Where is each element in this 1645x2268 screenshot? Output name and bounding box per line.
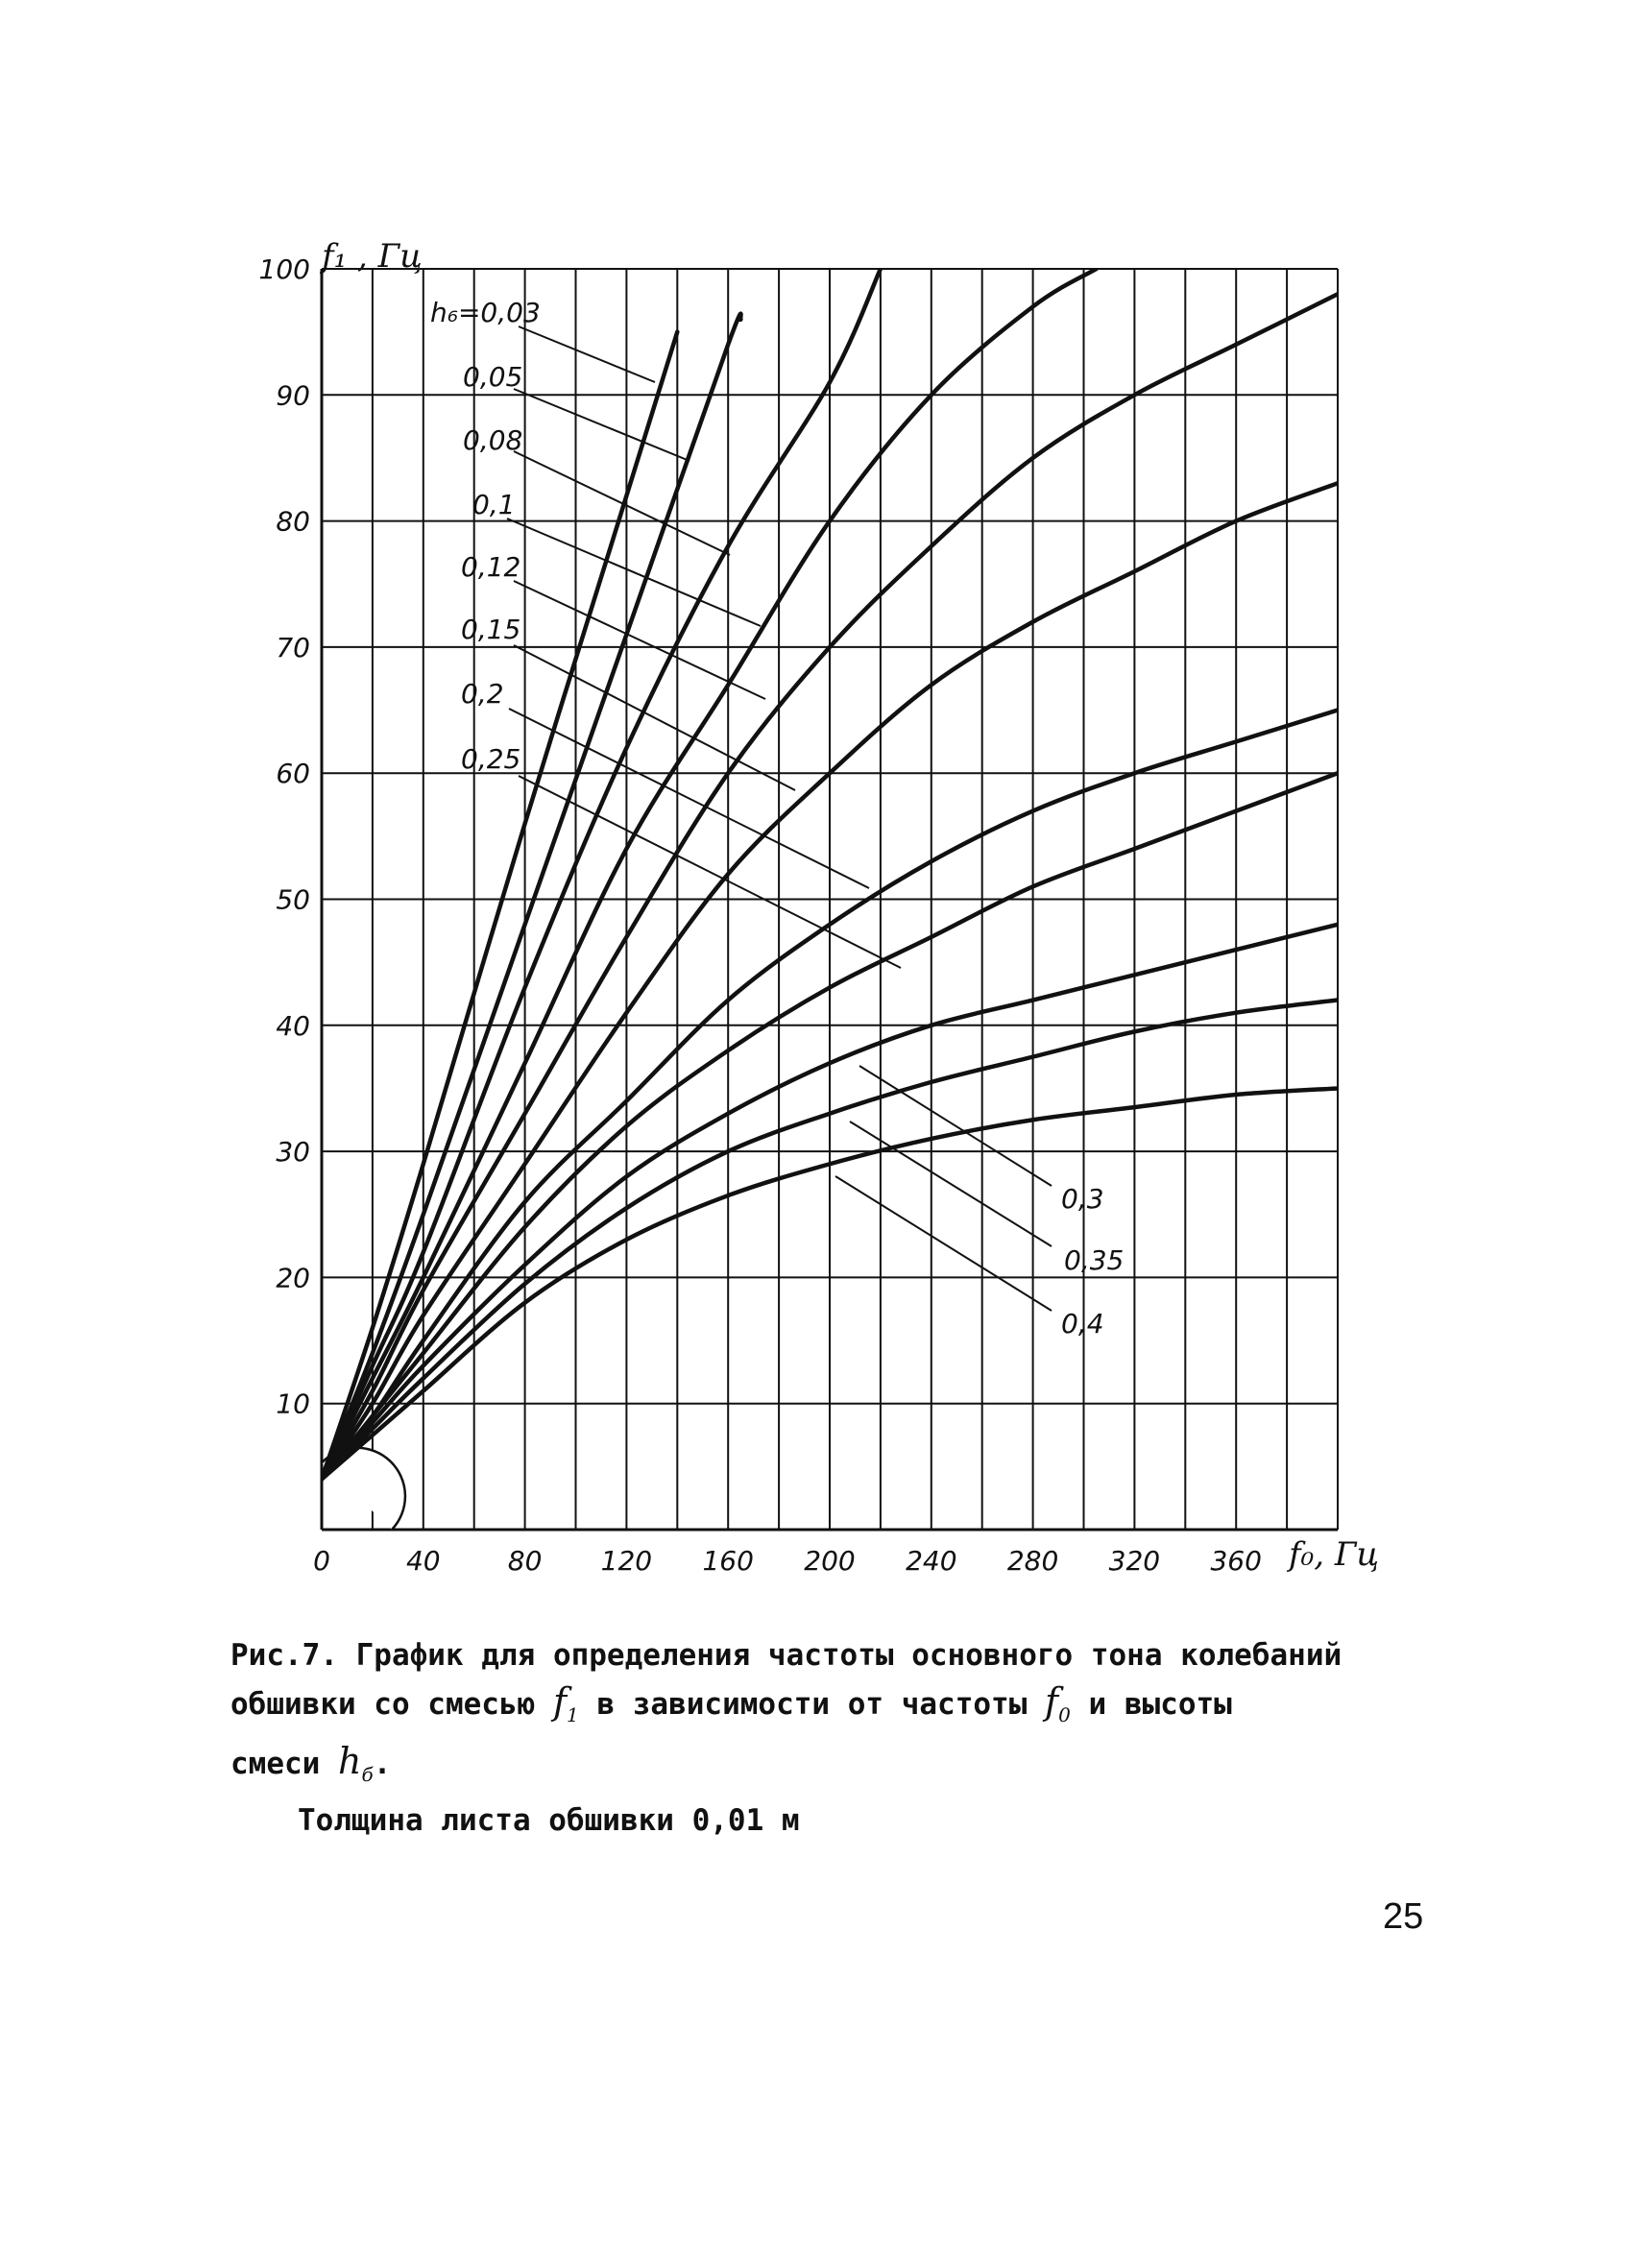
- y-tick-label: 10: [276, 1387, 310, 1420]
- leader-line-11: [835, 1176, 1052, 1311]
- y-tick-label: 60: [276, 758, 310, 790]
- series-label-1: h₆=0,03: [430, 297, 541, 328]
- caption-text-2c: и высоты: [1088, 1687, 1232, 1722]
- leader-line-2: [514, 389, 689, 461]
- x-tick-label: 240: [906, 1545, 957, 1577]
- series-label-5: 0,12: [461, 551, 521, 583]
- caption-text-3a: смеси: [230, 1747, 321, 1781]
- y-tick-label: 40: [276, 1009, 310, 1042]
- y-axis-label: f₁ , Гц: [322, 237, 423, 276]
- y-tick-label: 90: [276, 379, 310, 412]
- leader-line-9: [859, 1066, 1052, 1186]
- series-label-9: 0,3: [1061, 1183, 1104, 1215]
- series-label-3: 0,08: [463, 424, 523, 456]
- series-label-11: 0,4: [1061, 1308, 1104, 1339]
- x-tick-label: 40: [405, 1545, 441, 1577]
- x-tick-label: 160: [702, 1545, 754, 1577]
- symbol-f1: $f_1$: [552, 1680, 579, 1726]
- x-tick-label: 360: [1210, 1545, 1262, 1577]
- caption-line-4: Толщина листа обшивки 0,01 м: [298, 1803, 800, 1838]
- caption-line-1: Рис.7. График для определения частоты основного тона колебаний: [230, 1638, 1343, 1673]
- figure-caption: [230, 1632, 1421, 1844]
- series-line-3: [322, 269, 881, 1479]
- y-tick-label: 80: [276, 505, 310, 538]
- x-tick-label: 280: [1006, 1545, 1059, 1577]
- leader-line-1: [519, 326, 655, 382]
- caption-text-2b: в зависимости от частоты: [596, 1687, 1028, 1722]
- series-label-10: 0,35: [1064, 1244, 1125, 1276]
- series-label-7: 0,2: [461, 678, 504, 710]
- x-tick-label: 120: [600, 1545, 653, 1577]
- x-tick-label: 80: [507, 1545, 543, 1577]
- y-tick-label: 30: [276, 1136, 310, 1169]
- y-tick-label: 100: [258, 253, 310, 285]
- x-axis-label: f₀, Гц: [1289, 1535, 1380, 1574]
- series-line-4: [322, 269, 1097, 1479]
- caption-text-2a: обшивки со смесью: [230, 1687, 536, 1722]
- series-label-2: 0,05: [463, 361, 523, 393]
- caption-line-2: [230, 1678, 1421, 1738]
- grid: [322, 269, 1338, 1530]
- y-tick-label: 20: [276, 1262, 310, 1294]
- page-number: 25: [1383, 1896, 1424, 1937]
- x-tick-label: 0: [313, 1545, 330, 1577]
- caption-line-3: смеси $h_б$.: [230, 1740, 392, 1786]
- series-label-8: 0,25: [461, 743, 521, 775]
- symbol-f0: $f_0$: [1045, 1680, 1071, 1726]
- symbol-h: $h_б$: [338, 1740, 374, 1786]
- series-label-6: 0,15: [461, 614, 521, 645]
- leader-line-3: [514, 451, 730, 555]
- x-tick-label: 320: [1108, 1545, 1161, 1577]
- y-tick-label: 50: [276, 883, 310, 916]
- series-label-4: 0,1: [472, 489, 516, 520]
- x-tick-label: 200: [804, 1545, 856, 1577]
- y-tick-label: 70: [276, 631, 310, 664]
